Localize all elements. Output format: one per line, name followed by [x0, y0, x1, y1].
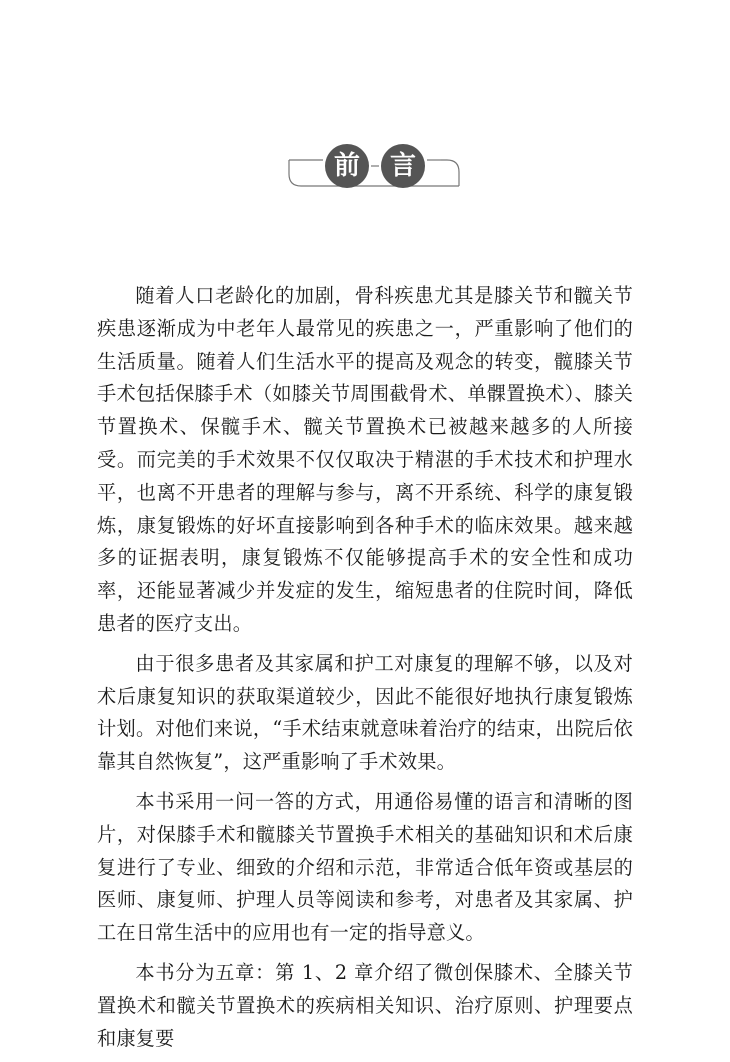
paragraph-4: 本书分为五章：第 1、2 章介绍了微创保膝术、全膝关节置换术和髋关节置换术的疾病相关知识、治疗原则、护理要点和康复要 [97, 960, 633, 1050]
title-char-qian: 前 [325, 144, 369, 188]
paragraph-2: 由于很多患者及其家属和护工对康复的理解不够，以及对术后康复知识的获取渠道较少，因此不能很好地执行康复锻炼计划。对他们来说，“手术结束就意味着治疗的结束，出院后依靠其自然恢复”，这严重影响了手术效果。 [97, 651, 633, 774]
chapter-title-banner [283, 140, 463, 190]
title-frame-decoration [283, 140, 463, 190]
paragraph-1: 随着人口老龄化的加剧，骨科疾患尤其是膝关节和髋关节疾患逐渐成为中老年人最常见的疾患之一，严重影响了他们的生活质量。随着人们生活水平的提高及观念的转变，髋膝关节手术包括保膝手术（如膝关节周围截骨术、单髁置换术）、膝关节置换术、保髋手术、髋关节置换术已被越来越多的人所接受。而完美的手术效果不仅仅取决于精湛的手术技术和护理水平，也离不开患者的理解与参与，离不开系统、科学的康复锻炼，康复锻炼的好坏直接影响到各种手术的临床效果。越来越多的证据表明，康复锻炼不仅能够提高手术的安全性和成功率，还能显著减少并发症的发生，缩短患者的住院时间，降低患者的医疗支出。 [97, 284, 633, 635]
paragraph-3: 本书采用一问一答的方式，用通俗易懂的语言和清晰的图片，对保膝手术和髋膝关节置换手术相关的基础知识和术后康复进行了专业、细致的介绍和示范，非常适合低年资或基层的医师、康复师、护理人员等阅读和参考，对患者及其家属、护工在日常生活中的应用也有一定的指导意义。 [97, 789, 633, 945]
title-char-yan: 言 [381, 144, 425, 188]
preface-body [97, 280, 633, 1062]
